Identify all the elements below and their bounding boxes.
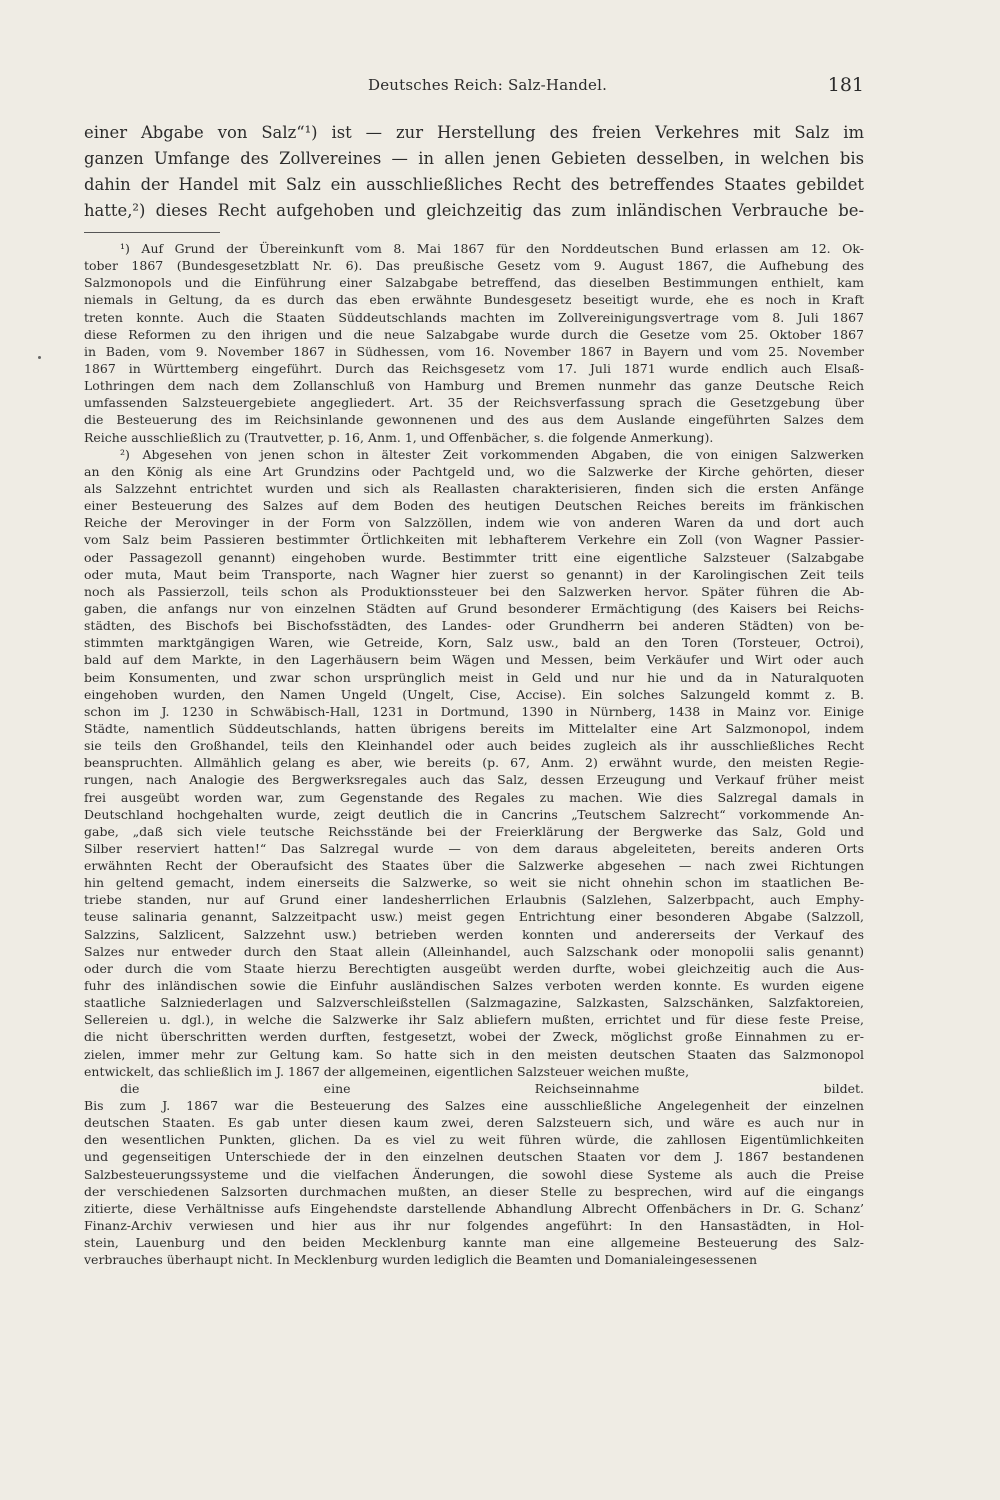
- footnote-line: Salzmonopols und die Einführung einer Salzabgabe betreffend, das dieselben Bestimmungen enthielt, kam: [84, 275, 864, 291]
- footnotes-block: [84, 240, 864, 1268]
- page-number: 181: [827, 74, 864, 96]
- footnote-line: zielen, immer mehr zur Geltung kam. So hatte sich in den meisten deutschen Staaten das Salzmonopol: [84, 1046, 864, 1062]
- footnote-line: hin geltend gemacht, indem einerseits die Salzwerke, so weit sie nicht ohnehin schon im staatlichen Be-: [84, 875, 864, 891]
- footnote-line: an den König als eine Art Grundzins oder Pachtgeld und, wo die Salzwerke der Kirche gehörten, dieser: [84, 463, 864, 479]
- footnote-line: oder Passagezoll genannt) eingehoben wurde. Bestimmter tritt eine eigentliche Salzsteuer (Salzabgabe: [84, 549, 864, 565]
- footnote-line: treten konnte. Auch die Staaten Süddeutschlands machten im Zollvereinigungsvertrage vom 8. Juli 1867: [84, 309, 864, 325]
- footnote-line: noch als Passierzoll, teils schon als Produktionssteuer bei den Salzwerken hervor. Später führen die Ab-: [84, 583, 864, 599]
- footnote-line: rungen, nach Analogie des Bergwerksregales auch das Salz, dessen Erzeugung und Verkauf früher meist: [84, 772, 864, 788]
- footnote-line: oder muta, Maut beim Transporte, nach Wagner hier zuerst so genannt) in der Karolingischen Zeit teils: [84, 566, 864, 582]
- footnote-line: stimmten marktgängigen Waren, wie Getreide, Korn, Salz usw., bald an den Toren (Torsteuer, Octroi),: [84, 635, 864, 651]
- footnote-line: und gegenseitigen Unterschiede der in den einzelnen deutschen Staaten vor dem J. 1867 bestandenen: [84, 1149, 864, 1165]
- footnote-line: staatliche Salzniederlagen und Salzverschleißstellen (Salzmagazine, Salzkasten, Salzschänken, Salzfaktoreien,: [84, 995, 864, 1011]
- main-text-line: hatte,²) dieses Recht aufgehoben und gleichzeitig das zum inländischen Verbrauche be-: [84, 201, 864, 220]
- footnote-line: Salzes nur entweder durch den Staat allein (Alleinhandel, auch Salzschank oder monopolii salis genannt): [84, 943, 864, 959]
- footnote-line: Silber reserviert hatten!“ Das Salzregal wurde — von dem daraus abgeleiteten, bereits anderen Orts: [84, 840, 864, 856]
- footnote-line: in Baden, vom 9. November 1867 in Südhessen, vom 16. November 1867 in Bayern und vom 25. November: [84, 343, 864, 359]
- footnote-line: Reiche der Merovinger in der Form von Salzzöllen, indem wie von anderen Waren da und dort auch: [84, 515, 864, 531]
- footnote-line: Salzzins, Salzlicent, Salzzehnt usw.) betrieben werden konnten und andererseits der Verkauf des: [84, 926, 864, 942]
- footnote-line: niemals in Geltung, da es durch das eben erwähnte Bundesgesetz beseitigt wurde, ehe es noch in Kraft: [84, 292, 864, 308]
- main-text-line: dahin der Handel mit Salz ein ausschließliches Recht des betreffendes Staates gebildet: [84, 175, 864, 194]
- footnote-line: deutschen Staaten. Es gab unter diesen kaum zwei, deren Salzsteuern sich, und wäre es auch nur in: [84, 1115, 864, 1131]
- main-text-line: ganzen Umfange des Zollvereines — in allen jenen Gebieten desselben, in welchen bis: [84, 149, 864, 168]
- footnote-line: teuse salinaria genannt, Salzzeitpacht usw.) meist gegen Entrichtung einer besonderen Abgabe (Salzzoll,: [84, 909, 864, 925]
- footnote-line: städten, des Bischofs bei Bischofsstädten, des Landes- oder Grundherrn bei anderen Städten) von be-: [84, 618, 864, 634]
- footnote-line: den wesentlichen Punkten, glichen. Da es viel zu weit führen würde, die zahllosen Eigentümlichkeiten: [84, 1132, 864, 1148]
- footnote-divider: [84, 232, 220, 233]
- footnote-line: sie teils den Großhandel, teils den Kleinhandel oder auch beides zugleich als ihr ausschließliches Recht: [84, 738, 864, 754]
- footnote-line: gaben, die anfangs nur von einzelnen Städten auf Grund besonderer Ermächtigung (des Kaisers bei Reichs-: [84, 600, 864, 616]
- footnote-line: stein, Lauenburg und den beiden Mecklenburg kannte man eine allgemeine Besteuerung des Salz-: [84, 1235, 864, 1251]
- footnote-line: die eine Reichseinnahme bildet.: [120, 1080, 864, 1096]
- footnote-line: verbrauches überhaupt nicht. In Mecklenburg wurden lediglich die Beamten und Domanialeingesessenen: [84, 1252, 758, 1268]
- footnote-line: Sellereien u. dgl.), in welche die Salzwerke ihr Salz abliefern mußten, errichtet und für diese feste Preise,: [84, 1012, 864, 1028]
- footnote-line: Bis zum J. 1867 war die Besteuerung des Salzes eine ausschließliche Angelegenheit der einzelnen: [84, 1098, 864, 1114]
- header-title: Deutsches Reich: Salz-Handel.: [368, 76, 608, 94]
- footnote-line: bald auf dem Markte, in den Lagerhäusern beim Wägen und Messen, beim Verkäufer und Wirt oder auch: [84, 652, 864, 668]
- footnote-line: ¹) Auf Grund der Übereinkunft vom 8. Mai 1867 für den Norddeutschen Bund erlassen am 12. Ok-: [120, 241, 864, 256]
- footnote-line: fuhr des inländischen sowie die Einfuhr ausländischen Salzes verboten werden konnte. Es wurden eigene: [84, 978, 864, 994]
- footnote-line: diese Reformen zu den ihrigen und die neue Salzabgabe wurde durch die Gesetze vom 25. Oktober 1867: [84, 326, 864, 342]
- footnote-line: oder durch die vom Staate hierzu Berechtigten ausgeübt werden durfte, wobei gleichzeitig auch die Aus-: [84, 960, 864, 976]
- footnote-line: Lothringen dem nach dem Zollanschluß von Hamburg und Bremen nunmehr das ganze Deutsche Reich: [84, 378, 864, 394]
- footnote-line: als Salzzehnt entrichtet wurden und sich als Reallasten charakterisieren, finden sich die ersten Anfänge: [84, 480, 864, 496]
- footnote-line: die Besteuerung des im Reichsinlande gewonnenen und des aus dem Auslande eingeführten Salzes dem: [84, 412, 864, 428]
- footnote-line: Salzbesteuerungssysteme und die vielfachen Änderungen, die sowohl diese Systeme als auch die Preise: [84, 1166, 864, 1182]
- footnote-line: Deutschland hochgehalten wurde, zeigt deutlich die in Cancrins „Teutschem Salzrecht“ vorkommende An-: [84, 806, 864, 822]
- footnote-line: Städte, namentlich Süddeutschlands, hatten übrigens bereits im Mittelalter eine Art Salzmonopol, indem: [84, 720, 864, 736]
- footnote-line: vom Salz beim Passieren bestimmter Örtlichkeiten mit lebhafterem Verkehre ein Zoll (von Wagner Passier-: [84, 532, 864, 548]
- footnote-line: beanspruchten. Allmählich gelang es aber, wie bereits (p. 67, Anm. 2) erwähnt wurde, den meisten Regie-: [84, 755, 864, 771]
- main-text-block: [84, 120, 864, 224]
- footnote-line: tober 1867 (Bundesgesetzblatt Nr. 6). Das preußische Gesetz vom 9. August 1867, die Aufhebung des: [84, 258, 864, 274]
- footnote-line: frei ausgeübt worden war, zum Gegenstande des Regales zu machen. Wie dies Salzregal damals in: [84, 789, 864, 805]
- footnote-line: ²) Abgesehen von jenen schon in ältester Zeit vorkommenden Abgaben, die von einigen Salzwerken: [120, 446, 864, 462]
- footnote-line: 1867 in Württemberg eingeführt. Durch das Reichsgesetz vom 17. Juli 1871 wurde endlich auch Elsaß-: [84, 360, 864, 376]
- footnote-line: die nicht überschritten werden durften, festgesetzt, wobei der Zweck, möglichst große Einnahmen zu er-: [84, 1029, 864, 1045]
- footnote-line: triebe standen, nur auf Grund einer landesherrlichen Erlaubnis (Salzlehen, Salzerbpacht, auch Emphy-: [84, 892, 864, 908]
- footnote-line: entwickelt, das schließlich im J. 1867 der allgemeinen, eigentlichen Salzsteuer weichen mußte,: [84, 1063, 690, 1079]
- footnote-line: erwähnten Recht der Oberaufsicht des Staates über die Salzwerke abgesehen — nach zwei Richtungen: [84, 858, 864, 874]
- footnote-line: eingehoben wurden, den Namen Ungeld (Ungelt, Cise, Accise). Ein solches Salzungeld kommt z. B.: [84, 686, 864, 702]
- footnote-line: schon im J. 1230 in Schwäbisch-Hall, 1231 in Dortmund, 1390 in Nürnberg, 1438 in Mainz vor. Einige: [84, 703, 864, 719]
- margin-mark: [38, 356, 41, 359]
- main-text-line: einer Abgabe von Salz“¹) ist — zur Herstellung des freien Verkehres mit Salz im: [84, 123, 864, 142]
- footnote-line: der verschiedenen Salzsorten durchmachen mußten, an dieser Stelle zu besprechen, wird auf die eingangs: [84, 1183, 864, 1199]
- footnote-line: Reiche ausschließlich zu (Trautvetter, p. 16, Anm. 1, und Offenbächer, s. die folgende Anmerkung).: [84, 429, 714, 445]
- footnote-line: beim Konsumenten, und zwar schon ursprünglich meist in Geld und nur hie und da in Naturalquoten: [84, 669, 864, 685]
- footnote-line: gabe, „daß sich viele teutsche Reichsstände bei der Freierklärung der Bergwerke das Salz, Gold und: [84, 823, 864, 839]
- running-header: [84, 74, 864, 104]
- footnote-line: Finanz-Archiv verwiesen und hier aus ihr nur folgendes angeführt: In den Hansastädten, in Hol-: [84, 1218, 864, 1234]
- footnote-line: zitierte, diese Verhältnisse aufs Eingehendste darstellende Abhandlung Albrecht Offenbächers in Dr. G. Schanz’: [84, 1200, 864, 1216]
- footnote-line: einer Besteuerung des Salzes auf dem Boden des heutigen Deutschen Reiches bereits im fränkischen: [84, 498, 864, 514]
- footnote-line: umfassenden Salzsteuergebiete angegliedert. Art. 35 der Reichsverfassung sprach die Gesetzgebung über: [84, 395, 864, 411]
